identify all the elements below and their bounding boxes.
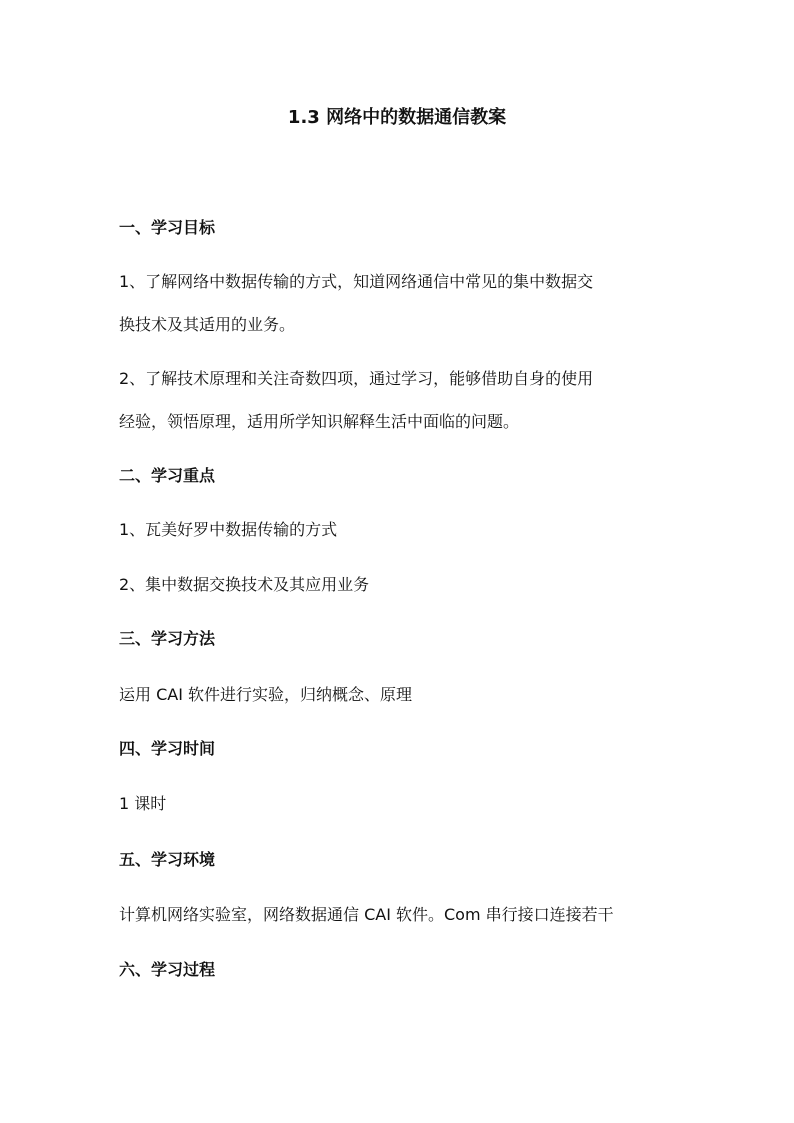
paragraph-line: 2、了解技术原理和关注奇数四项，通过学习，能够借助自身的使用 <box>119 369 594 388</box>
paragraph-line: 计算机网络实验室，网络数据通信 CAI 软件。Com 串行接口连接若干 <box>119 905 614 924</box>
section-heading-methods: 三、学习方法 <box>119 629 216 648</box>
paragraph-line: 经验，领悟原理，适用所学知识解释生活中面临的问题。 <box>119 412 520 431</box>
section-heading-goals: 一、学习目标 <box>119 218 216 237</box>
paragraph-line: 1、瓦美好罗中数据传输的方式 <box>119 520 338 539</box>
paragraph-line: 运用 CAI 软件进行实验，归纳概念、原理 <box>119 685 413 704</box>
section-heading-environment: 五、学习环境 <box>119 850 216 869</box>
page-title: 1.3 网络中的数据通信教案 <box>287 107 507 128</box>
paragraph-line: 1 课时 <box>119 794 167 813</box>
section-heading-process: 六、学习过程 <box>119 960 216 979</box>
paragraph-line: 换技术及其适用的业务。 <box>119 315 296 334</box>
paragraph-line: 2、集中数据交换技术及其应用业务 <box>119 575 370 594</box>
paragraph-line: 1、了解网络中数据传输的方式，知道网络通信中常见的集中数据交 <box>119 272 594 291</box>
section-heading-time: 四、学习时间 <box>119 739 216 758</box>
section-heading-key-points: 二、学习重点 <box>119 466 216 485</box>
